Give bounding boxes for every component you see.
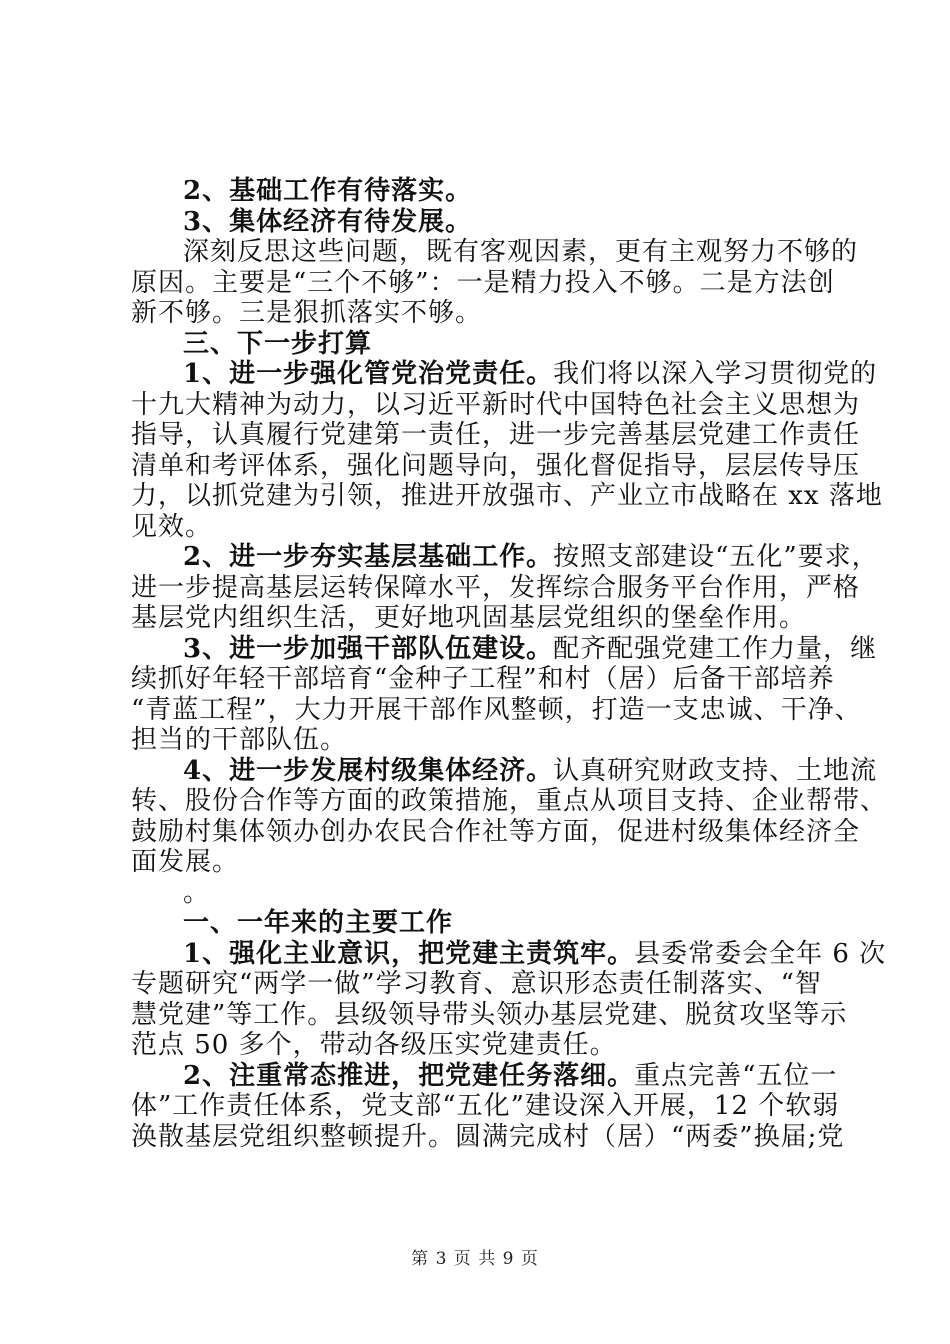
text-line: 进一步提高基层运转保障水平，发挥综合服务平台作用，严格 — [131, 572, 861, 603]
paragraph-lead: 2、进一步夯实基层基础工作。 — [183, 542, 554, 572]
page-number: 第 3 页 共 9 页 — [411, 1249, 539, 1269]
text-line: 体”工作责任体系，党支部“五化”建设深入开展，12 个软弱 — [131, 1091, 840, 1121]
text-line: 涣散基层党组织整顿提升。圆满完成村（居）“两委”换届;党 — [131, 1121, 845, 1152]
paragraph-text: 按照支部建设“五化”要求， — [553, 542, 879, 572]
text-line — [131, 359, 878, 390]
text-line: 鼓励村集体领办创办农民合作社等方面，促进村级集体经济全 — [131, 816, 861, 847]
text-line: 3、集体经济有待发展。 — [183, 206, 473, 237]
text-line: 新不够。三是狠抓落实不够。 — [131, 298, 483, 328]
text-line: 原因。主要是“三个不够”：一是精力投入不够。二是方法创 — [131, 267, 835, 298]
text-line: 指导，认真履行党建第一责任，进一步完善基层党建工作责任 — [131, 420, 861, 450]
text-line: 续抓好年轻干部培育“金种子工程”和村（居）后备干部培养 — [131, 664, 835, 694]
text-line: 。 — [183, 877, 211, 908]
paragraph-text: 我们将以深入学习贯彻党的 — [553, 359, 878, 389]
paragraph-lead: 4、进一步发展村级集体经济。 — [183, 755, 554, 786]
text-line: 慧党建”等工作。县级领导带头领办基层党建、脱贫攻坚等示 — [131, 999, 848, 1030]
text-line: 十九大精神为动力，以习近平新时代中国特色社会主义思想为 — [131, 389, 861, 420]
page-footer — [0, 1244, 950, 1269]
text-line — [131, 1060, 838, 1092]
text-line: 2、基础工作有待落实。 — [183, 176, 473, 206]
section-heading: 一、一年来的主要工作 — [183, 908, 454, 938]
text-line — [131, 938, 887, 970]
text-line: 专题研究“两学一做”学习教育、意识形态责任制落实、“智 — [131, 969, 822, 999]
paragraph-lead: 3、进一步加强干部队伍建设。 — [183, 633, 554, 664]
text-line: 深刻反思这些问题，既有客观因素，更有主观努力不够的 — [183, 237, 859, 267]
paragraph-lead: 2、注重常态推进，把党建任务落细。 — [183, 1060, 635, 1091]
text-line: “青蓝工程”，大力开展干部作风整顿，打造一支忠诚、干净、 — [131, 694, 862, 725]
text-line — [131, 542, 879, 573]
paragraph-text: 认真研究财政支持、土地流 — [553, 755, 878, 786]
text-line — [131, 633, 878, 665]
section-heading: 三、下一步打算 — [183, 328, 373, 359]
document-body — [131, 176, 888, 1152]
paragraph-text: 重点完善“五位一 — [634, 1060, 838, 1091]
text-line: 清单和考评体系，强化问题导向，强化督促指导，层层传导压 — [131, 450, 861, 481]
text-line: 基层党内组织生活，更好地巩固基层党组织的堡垒作用。 — [131, 603, 807, 633]
paragraph-lead: 1、强化主业意识，把党建主责筑牢。 — [183, 938, 635, 969]
paragraph-lead: 1、进一步强化管党治党责任。 — [183, 359, 554, 389]
text-line: 见效。 — [131, 511, 213, 542]
text-line: 转、股份合作等方面的政策措施，重点从项目支持、企业帮带、 — [131, 786, 888, 816]
text-line: 力，以抓党建为引领，推进开放强市、产业立市战略在 xx 落地 — [131, 481, 883, 511]
text-line: 面发展。 — [131, 847, 240, 877]
text-line — [131, 755, 878, 787]
paragraph-text: 县委常委会全年 6 次 — [634, 938, 887, 969]
text-line: 担当的干部队伍。 — [131, 725, 348, 755]
text-line: 范点 50 多个，带动各级压实党建责任。 — [131, 1030, 617, 1060]
paragraph-text: 配齐配强党建工作力量，继 — [553, 633, 878, 664]
